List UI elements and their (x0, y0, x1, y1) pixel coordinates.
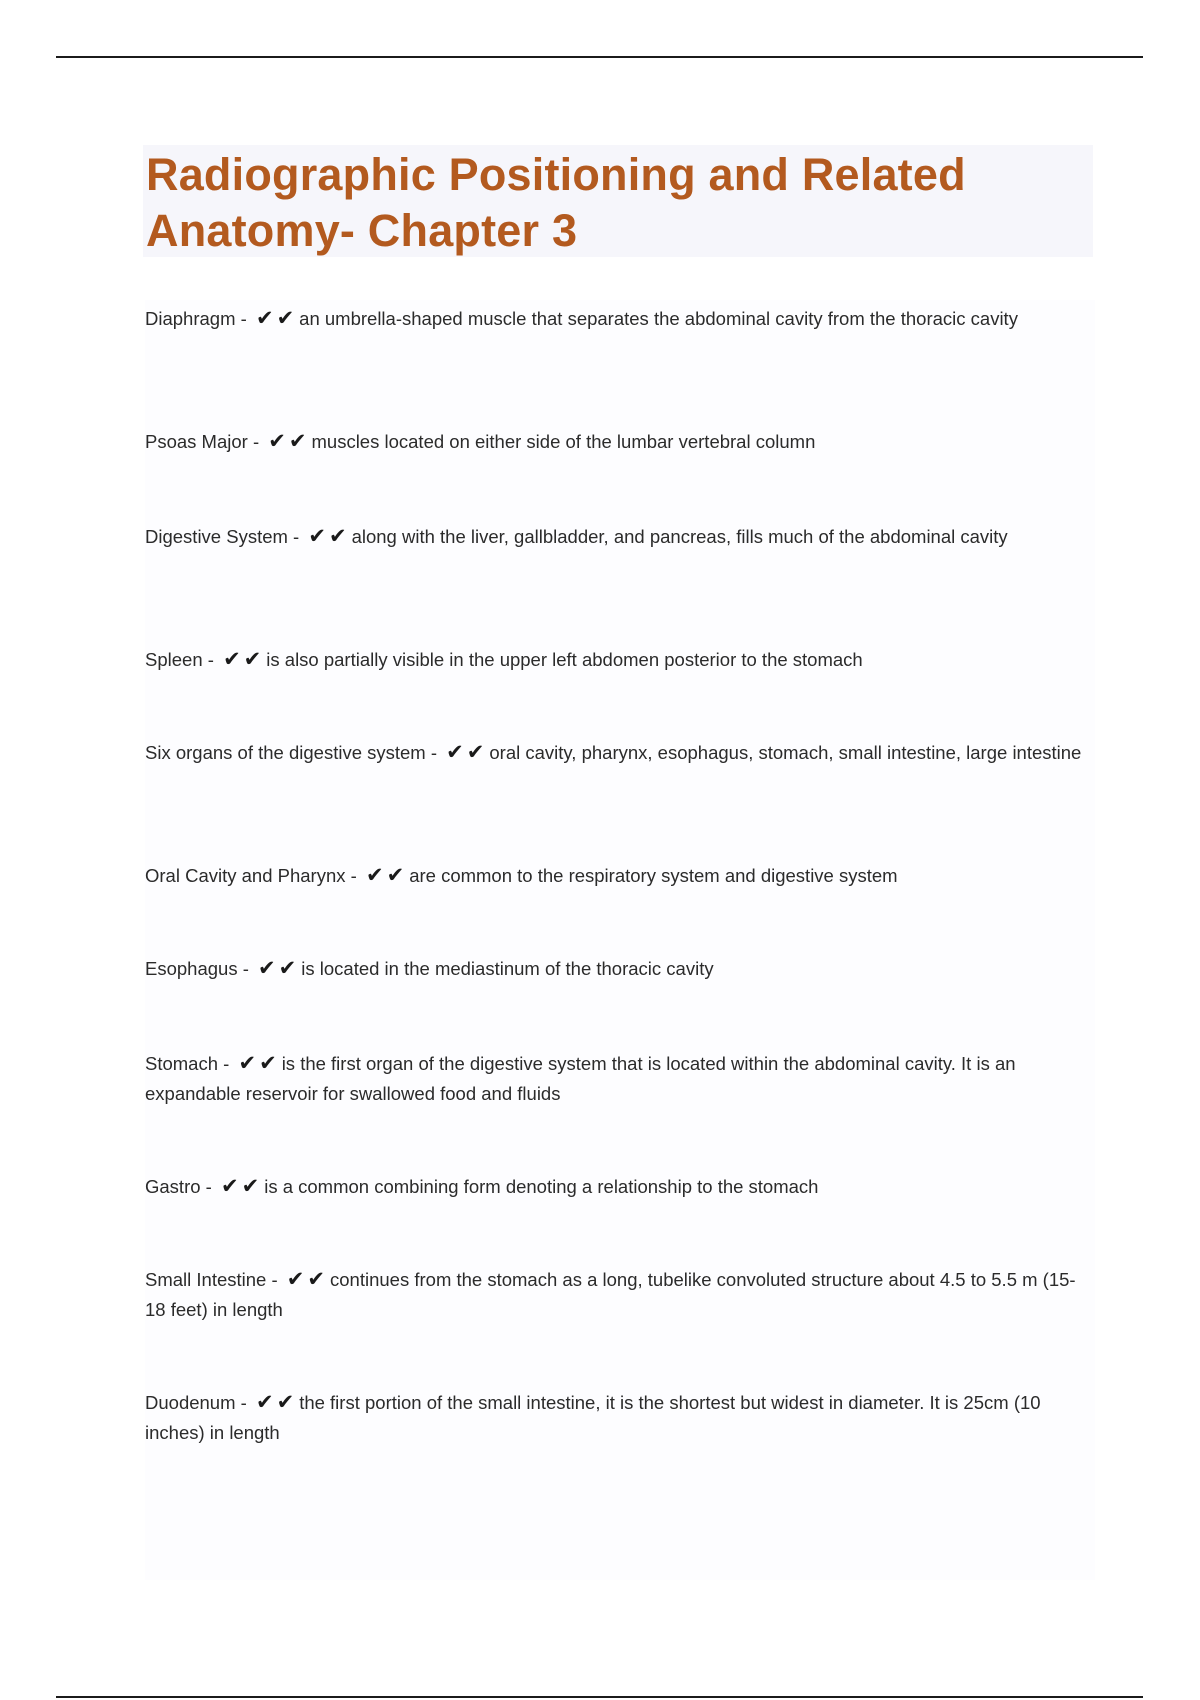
double-check-icon (366, 860, 407, 890)
check-icon: ✔ (278, 956, 300, 980)
double-check-icon (308, 521, 349, 551)
entry-duodenum (145, 1387, 1090, 1448)
entry-six-organs (145, 737, 1090, 768)
check-icon: ✔ (446, 740, 467, 764)
entry-term: Six organs of the digestive system (145, 742, 426, 763)
entry-diaphragm (145, 303, 1090, 334)
entry-definition: an umbrella-shaped muscle that separates the abdominal cavity from the thoracic cavity (299, 308, 1018, 329)
check-icon: ✔ (220, 1174, 242, 1198)
check-icon: ✔ (286, 1267, 308, 1291)
check-icon: ✔ (243, 647, 265, 671)
double-check-icon (287, 1264, 328, 1294)
check-icon: ✔ (308, 524, 329, 548)
entry-term: Diaphragm (145, 308, 236, 329)
entry-definition: continues from the stomach as a long, tubelike convoluted structure about 4.5 to 5.5 m (15-18 feet) in length (145, 1269, 1076, 1320)
entry-separator: - (266, 1269, 283, 1290)
entry-small-intestine (145, 1264, 1090, 1325)
entry-separator: - (235, 1392, 252, 1413)
bottom-rule (56, 1696, 1143, 1698)
check-icon: ✔ (276, 1390, 298, 1414)
double-check-icon (256, 303, 297, 333)
entry-stomach (145, 1048, 1090, 1109)
entry-separator: - (287, 526, 305, 547)
page-title: Radiographic Positioning and Related Anatomy- Chapter 3 (146, 149, 966, 256)
double-check-icon (223, 644, 264, 674)
entry-separator: - (237, 958, 255, 979)
entry-psoas-major (145, 426, 1090, 457)
check-icon: ✔ (258, 956, 279, 980)
entry-digestive-system (145, 521, 1090, 552)
double-check-icon (258, 953, 299, 983)
entry-esophagus (145, 953, 1090, 984)
entry-definition: is located in the mediastinum of the thoracic cavity (301, 958, 714, 979)
entry-definition: along with the liver, gallbladder, and pancreas, fills much of the abdominal cavity (351, 526, 1008, 547)
double-check-icon (268, 426, 309, 456)
entry-term: Esophagus (145, 958, 238, 979)
entry-separator: - (218, 1053, 235, 1074)
entry-separator: - (202, 649, 220, 670)
entry-term: Gastro (145, 1176, 201, 1197)
check-icon: ✔ (241, 1174, 263, 1198)
double-check-icon (446, 737, 487, 767)
entry-separator: - (235, 308, 252, 329)
entry-term: Duodenum (145, 1392, 236, 1413)
check-icon: ✔ (255, 306, 277, 330)
double-check-icon (238, 1048, 279, 1078)
check-icon: ✔ (223, 647, 244, 671)
entry-oral-cavity-pharynx (145, 860, 1090, 891)
entry-term: Stomach (145, 1053, 219, 1074)
entry-separator: - (425, 742, 443, 763)
check-icon: ✔ (328, 524, 350, 548)
check-icon: ✔ (307, 1267, 329, 1291)
double-check-icon (221, 1171, 262, 1201)
entry-term: Spleen (145, 649, 203, 670)
top-rule (56, 56, 1143, 58)
check-icon: ✔ (288, 429, 310, 453)
check-icon: ✔ (365, 863, 387, 887)
check-icon: ✔ (268, 429, 289, 453)
check-icon: ✔ (238, 1051, 260, 1075)
check-icon: ✔ (386, 863, 408, 887)
entry-definition: are common to the respiratory system and digestive system (409, 865, 898, 886)
check-icon: ✔ (276, 306, 298, 330)
entry-term: Psoas Major (145, 431, 248, 452)
entry-definition: is the first organ of the digestive system that is located within the abdominal cavity. It is an expandable reservoir for swallowed food and fluids (145, 1053, 1016, 1104)
entry-definition: the first portion of the small intestine, it is the shortest but widest in diameter. It is 25cm (10 inches) in length (145, 1392, 1041, 1443)
check-icon: ✔ (259, 1051, 280, 1075)
check-icon: ✔ (255, 1390, 277, 1414)
double-check-icon (256, 1387, 297, 1417)
entry-separator: - (345, 865, 362, 886)
entry-definition: is also partially visible in the upper left abdomen posterior to the stomach (266, 649, 863, 670)
entry-separator: - (247, 431, 265, 452)
entry-definition: is a common combining form denoting a relationship to the stomach (264, 1176, 819, 1197)
entry-term: Small Intestine (145, 1269, 267, 1290)
entry-separator: - (200, 1176, 217, 1197)
entry-term: Oral Cavity and Pharynx (145, 865, 346, 886)
entry-term: Digestive System (145, 526, 288, 547)
entry-gastro (145, 1171, 1090, 1202)
entry-definition: muscles located on either side of the lumbar vertebral column (311, 431, 816, 452)
entry-spleen (145, 644, 1090, 675)
check-icon: ✔ (466, 740, 488, 764)
entry-definition: oral cavity, pharynx, esophagus, stomach, small intestine, large intestine (489, 742, 1082, 763)
